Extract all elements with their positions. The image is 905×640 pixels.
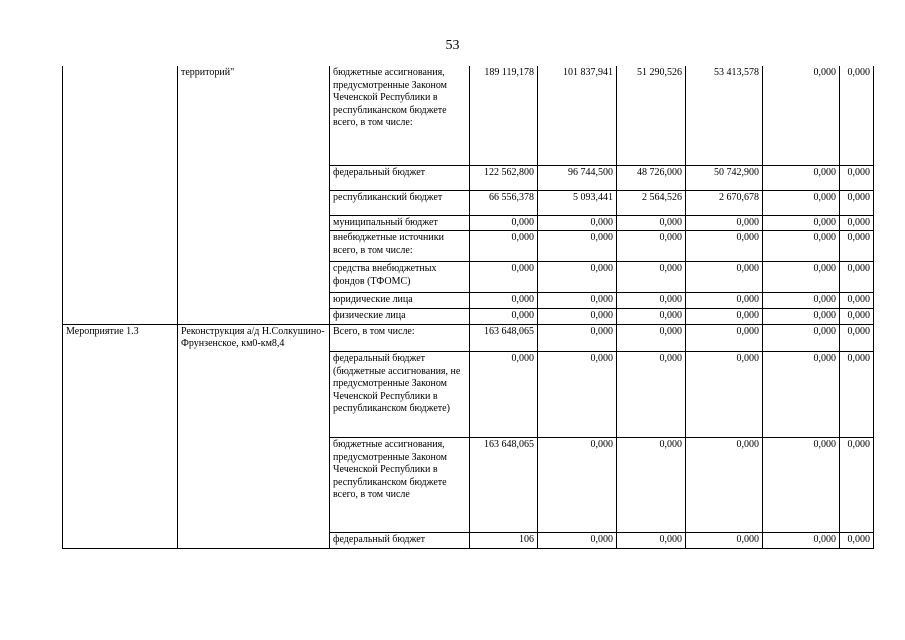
funding-source-cell: бюджетные ассигнования, предусмотренные Законом Чеченской Республики в республиканском бюджете всего, в том числе: bbox=[330, 66, 470, 165]
total-value-cell: 0,000 bbox=[470, 262, 538, 293]
year-value-cell: 0,000 bbox=[840, 215, 874, 231]
table-row bbox=[63, 262, 874, 293]
year-value-cell: 0,000 bbox=[686, 309, 763, 325]
object-cell bbox=[178, 215, 330, 231]
table-row bbox=[63, 309, 874, 325]
total-value-cell: 163 648,065 bbox=[470, 324, 538, 352]
year-value-cell: 0,000 bbox=[840, 262, 874, 293]
event-cell bbox=[63, 165, 178, 190]
year-value-cell: 51 290,526 bbox=[617, 66, 686, 165]
year-value-cell: 0,000 bbox=[840, 324, 874, 352]
year-value-cell: 0,000 bbox=[617, 231, 686, 262]
table-row bbox=[63, 324, 874, 352]
total-value-cell: 122 562,800 bbox=[470, 165, 538, 190]
year-value-cell: 0,000 bbox=[686, 352, 763, 438]
year-value-cell: 0,000 bbox=[617, 262, 686, 293]
total-value-cell: 189 119,178 bbox=[470, 66, 538, 165]
event-cell bbox=[63, 231, 178, 262]
total-value-cell: 0,000 bbox=[470, 231, 538, 262]
event-cell bbox=[63, 190, 178, 215]
year-value-cell: 0,000 bbox=[840, 293, 874, 309]
event-cell bbox=[63, 262, 178, 293]
year-value-cell: 0,000 bbox=[763, 262, 840, 293]
year-value-cell: 0,000 bbox=[763, 324, 840, 352]
page-number: 53 bbox=[445, 38, 460, 53]
year-value-cell: 0,000 bbox=[686, 293, 763, 309]
total-value-cell: 163 648,065 bbox=[470, 438, 538, 533]
year-value-cell: 0,000 bbox=[686, 533, 763, 549]
year-value-cell: 0,000 bbox=[686, 262, 763, 293]
event-cell bbox=[63, 293, 178, 309]
year-value-cell: 0,000 bbox=[686, 215, 763, 231]
year-value-cell: 53 413,578 bbox=[686, 66, 763, 165]
total-value-cell: 0,000 bbox=[470, 215, 538, 231]
funding-source-cell: республиканский бюджет bbox=[330, 190, 470, 215]
event-cell bbox=[63, 352, 178, 438]
year-value-cell: 0,000 bbox=[617, 215, 686, 231]
total-value-cell: 0,000 bbox=[470, 293, 538, 309]
object-cell bbox=[178, 231, 330, 262]
object-cell bbox=[178, 293, 330, 309]
total-value-cell: 106 bbox=[470, 533, 538, 549]
year-value-cell: 0,000 bbox=[840, 165, 874, 190]
year-value-cell: 0,000 bbox=[686, 324, 763, 352]
object-cell bbox=[178, 190, 330, 215]
table-row bbox=[63, 533, 874, 549]
event-cell bbox=[63, 438, 178, 533]
year-value-cell: 48 726,000 bbox=[617, 165, 686, 190]
year-value-cell: 0,000 bbox=[617, 352, 686, 438]
year-value-cell: 0,000 bbox=[840, 533, 874, 549]
object-cell bbox=[178, 533, 330, 549]
funding-source-cell: средства внебюджетных фондов (ТФОМС) bbox=[330, 262, 470, 293]
year-value-cell: 0,000 bbox=[538, 324, 617, 352]
year-value-cell: 0,000 bbox=[763, 533, 840, 549]
year-value-cell: 0,000 bbox=[617, 293, 686, 309]
funding-source-cell: Всего, в том числе: bbox=[330, 324, 470, 352]
year-value-cell: 0,000 bbox=[617, 309, 686, 325]
total-value-cell: 66 556,378 bbox=[470, 190, 538, 215]
year-value-cell: 0,000 bbox=[840, 190, 874, 215]
object-cell bbox=[178, 262, 330, 293]
total-value-cell: 0,000 bbox=[470, 352, 538, 438]
year-value-cell: 0,000 bbox=[538, 533, 617, 549]
year-value-cell: 0,000 bbox=[763, 438, 840, 533]
table-row bbox=[63, 293, 874, 309]
year-value-cell: 0,000 bbox=[840, 352, 874, 438]
year-value-cell: 0,000 bbox=[763, 165, 840, 190]
year-value-cell: 0,000 bbox=[763, 66, 840, 165]
table-row bbox=[63, 231, 874, 262]
year-value-cell: 0,000 bbox=[840, 231, 874, 262]
year-value-cell: 2 564,526 bbox=[617, 190, 686, 215]
year-value-cell: 0,000 bbox=[763, 190, 840, 215]
year-value-cell: 50 742,900 bbox=[686, 165, 763, 190]
year-value-cell: 0,000 bbox=[538, 262, 617, 293]
object-cell: территорий" bbox=[178, 66, 330, 165]
total-value-cell: 0,000 bbox=[470, 309, 538, 325]
year-value-cell: 0,000 bbox=[763, 293, 840, 309]
year-value-cell: 0,000 bbox=[538, 352, 617, 438]
funding-source-cell: юридические лица bbox=[330, 293, 470, 309]
event-cell bbox=[63, 309, 178, 325]
table-row bbox=[63, 190, 874, 215]
table-row bbox=[63, 66, 874, 165]
year-value-cell: 0,000 bbox=[538, 215, 617, 231]
year-value-cell: 0,000 bbox=[538, 293, 617, 309]
year-value-cell: 0,000 bbox=[617, 533, 686, 549]
year-value-cell: 5 093,441 bbox=[538, 190, 617, 215]
funding-source-cell: федеральный бюджет bbox=[330, 533, 470, 549]
year-value-cell: 0,000 bbox=[763, 231, 840, 262]
year-value-cell: 0,000 bbox=[763, 352, 840, 438]
year-value-cell: 0,000 bbox=[538, 231, 617, 262]
object-cell bbox=[178, 309, 330, 325]
object-cell bbox=[178, 438, 330, 533]
event-cell bbox=[63, 66, 178, 165]
funding-source-cell: бюджетные ассигнования, предусмотренные Законом Чеченской Республики в республиканском бюджете всего, в том числе bbox=[330, 438, 470, 533]
year-value-cell: 0,000 bbox=[763, 309, 840, 325]
funding-source-cell: федеральный бюджет (бюджетные ассигнования, не предусмотренные Законом Чеченской Республики в республиканском бюджете) bbox=[330, 352, 470, 438]
table-row bbox=[63, 165, 874, 190]
event-cell bbox=[63, 215, 178, 231]
table-row bbox=[63, 215, 874, 231]
funding-source-cell: федеральный бюджет bbox=[330, 165, 470, 190]
year-value-cell: 0,000 bbox=[840, 438, 874, 533]
year-value-cell: 0,000 bbox=[840, 309, 874, 325]
year-value-cell: 0,000 bbox=[617, 324, 686, 352]
year-value-cell: 96 744,500 bbox=[538, 165, 617, 190]
year-value-cell: 0,000 bbox=[686, 438, 763, 533]
year-value-cell: 0,000 bbox=[840, 66, 874, 165]
budget-table bbox=[62, 66, 874, 549]
year-value-cell: 0,000 bbox=[538, 438, 617, 533]
object-cell: Реконструкция а/д Н.Солкушино-Фрунзенское, км0-км8,4 bbox=[178, 324, 330, 352]
year-value-cell: 0,000 bbox=[763, 215, 840, 231]
object-cell bbox=[178, 165, 330, 190]
object-cell bbox=[178, 352, 330, 438]
year-value-cell: 0,000 bbox=[538, 309, 617, 325]
funding-source-cell: внебюджетные источники всего, в том числе: bbox=[330, 231, 470, 262]
year-value-cell: 0,000 bbox=[617, 438, 686, 533]
funding-source-cell: муниципальный бюджет bbox=[330, 215, 470, 231]
funding-source-cell: физические лица bbox=[330, 309, 470, 325]
event-cell bbox=[63, 533, 178, 549]
event-cell: Мероприятие 1.3 bbox=[63, 324, 178, 352]
year-value-cell: 101 837,941 bbox=[538, 66, 617, 165]
table-row bbox=[63, 352, 874, 438]
year-value-cell: 0,000 bbox=[686, 231, 763, 262]
year-value-cell: 2 670,678 bbox=[686, 190, 763, 215]
table-row bbox=[63, 438, 874, 533]
